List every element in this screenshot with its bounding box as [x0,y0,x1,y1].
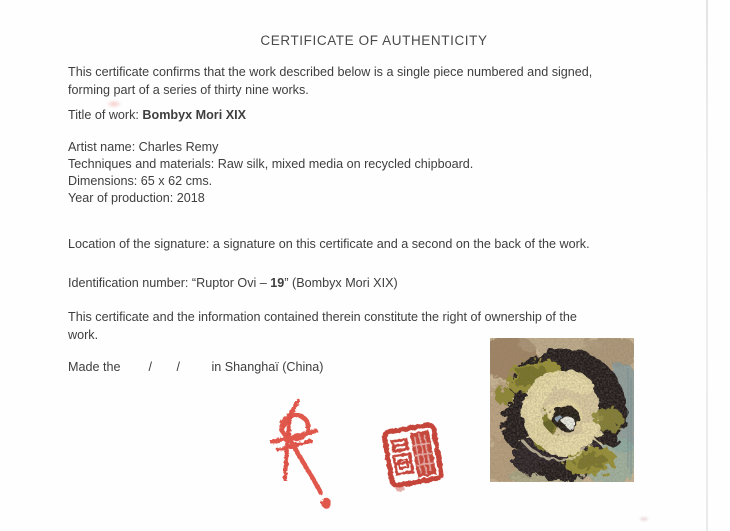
artist-signature-stamp-icon [262,396,342,514]
certificate-title: CERTIFICATE OF AUTHENTICITY [260,33,488,48]
identification-line [68,275,653,292]
artist-name-line: Artist name: Charles Remy [68,140,219,154]
year-line: Year of production: 2018 [68,191,205,205]
intro-paragraph [68,63,653,99]
artwork-photo [490,338,634,482]
identification-number: 19 [270,276,285,290]
title-of-work-label: Title of work: [68,108,143,122]
signature-location-line: Location of the signature: a signature on this certificate and a second on the back of the work. [68,237,590,251]
title-of-work-line [68,107,653,124]
identification-prefix: Identification number: “Ruptor Ovi – [68,276,271,290]
scan-speck-artifact [640,517,648,521]
intro-line-2: forming part of a series of thirty nine works. [68,83,309,97]
dimensions-line: Dimensions: 65 x 62 cms. [68,174,213,188]
scan-edge-line-artifact [706,0,708,531]
title-of-work-value: Bombyx Mori XIX [142,108,246,122]
techniques-line: Techniques and materials: Raw silk, mixed media on recycled chipboard. [68,157,474,171]
made-date-line: Made the / / in Shanghaï (China) [68,360,324,374]
identification-suffix: ” (Bombyx Mori XIX) [284,276,398,290]
ownership-line-1: This certificate and the information contained therein constitute the right of ownership of the [68,310,577,324]
ownership-line-2: work. [68,327,99,342]
scan-smudge-artifact [106,100,122,108]
red-seal-stamp-icon [378,416,450,500]
work-details [68,139,653,207]
intro-line-1: This certificate confirms that the work described below is a single piece numbered and signed, [68,65,593,79]
